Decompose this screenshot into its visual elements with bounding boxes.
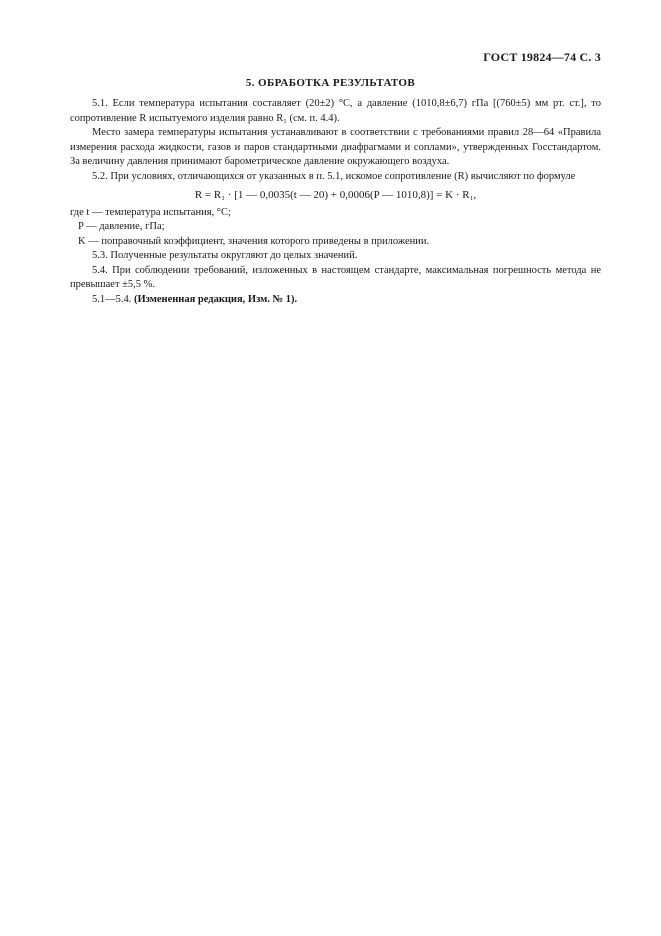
definition-p: P — давление, гПа;: [78, 221, 165, 232]
paragraph-5-3: 5.3. Полученные результаты округляют до целых значений.: [92, 250, 358, 261]
page-header: ГОСТ 19824—74 С. 3: [483, 50, 601, 64]
amendment-note: [70, 293, 601, 308]
amendment-label: (Измененная редакция, Изм. № 1).: [134, 293, 298, 305]
definition-k: K — поправочный коэффициент, значения которого приведены в приложении.: [78, 235, 430, 247]
formula: R = R₁ · [1 — 0,0035(t — 20) + 0,0006(P — 1010,8)] = K · R₁,: [194, 189, 477, 201]
paragraph-5-1-measurement: Место замера температуры испытания устанавливают в соответствии с требованиями правил 28—64 «Правила измерения расхода жидкости, газов и паров стандартными диафрагмами и соплами», утвержденных Госстандартом. За величину давления принимают барометрическое давление окружающего воздуха.: [70, 127, 601, 167]
paragraph-5-1: 5.1. Если температура испытания составляет (20±2) °С, а давление (1010,8±6,7) гПа [(760±5) мм рт. ст.], то сопротивление R испытуемого изделия равно R₁ (см. п. 4.4).: [70, 98, 601, 124]
paragraph-5-2: 5.2. При условиях, отличающихся от указанных в п. 5.1, искомое сопротивление (R) вычисляют по формуле: [92, 170, 576, 182]
variable-definitions: [70, 206, 601, 250]
paragraph-5-4: 5.4. При соблюдении требований, изложенных в настоящем стандарте, максимальная погрешность метода не превышает ±5,5 %.: [70, 264, 601, 290]
amendment-range: 5.1—5.4.: [92, 293, 134, 305]
section-title: 5. ОБРАБОТКА РЕЗУЛЬТАТОВ: [245, 77, 416, 89]
definition-t: где t — температура испытания, °С;: [70, 206, 231, 218]
document-body: [70, 97, 601, 307]
